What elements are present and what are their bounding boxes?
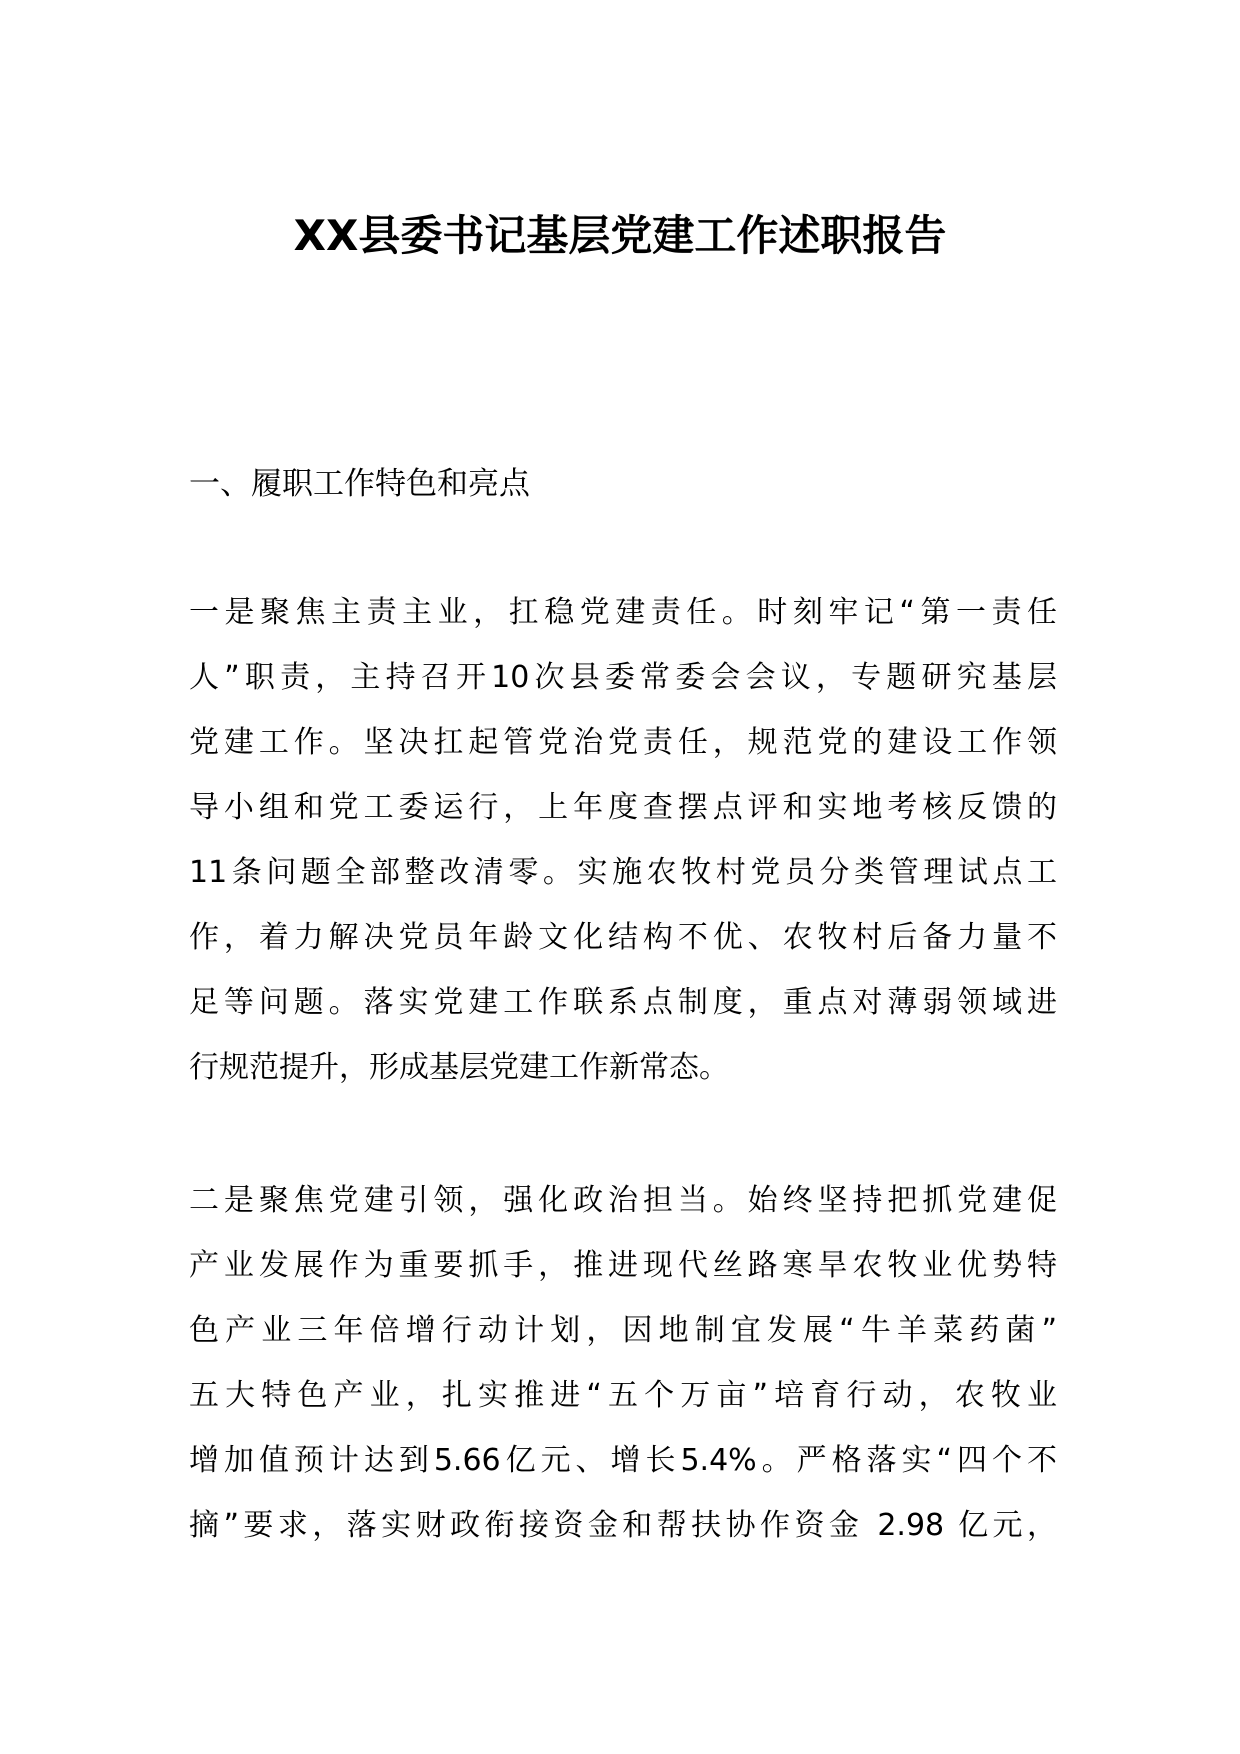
section-heading: 一、履职工作特色和亮点 [189,466,530,502]
text-line: 11条问题全部整改清零。实施农牧村党员分类管理试点工 [189,855,1057,890]
text-line: 色产业三年倍增行动计划，因地制宜发展“牛羊菜药菌” [189,1313,1057,1348]
text-line: 增加值预计达到5.66亿元、增长5.4%。严格落实“四个不 [189,1443,1057,1478]
text-line: 作，着力解决党员年龄文化结构不优、农牧村后备力量不 [189,920,1057,955]
document-title: XX县委书记基层党建工作述职报告 [293,211,947,260]
text-line: 二是聚焦党建引领，强化政治担当。始终坚持把抓党建促 [189,1183,1057,1218]
paragraph-1 [189,580,1057,1100]
text-line: 党建工作。坚决扛起管党治党责任，规范党的建设工作领 [189,725,1057,760]
text-line: 导小组和党工委运行，上年度查摆点评和实地考核反馈的 [189,790,1057,825]
text-line: 五大特色产业，扎实推进“五个万亩”培育行动，农牧业 [189,1378,1057,1413]
text-line: 产业发展作为重要抓手，推进现代丝路寒旱农牧业优势特 [189,1248,1057,1283]
text-line: 行规范提升，形成基层党建工作新常态。 [189,1050,729,1085]
text-line: 足等问题。落实党建工作联系点制度，重点对薄弱领域进 [189,985,1057,1020]
text-line: 人”职责，主持召开10次县委常委会会议，专题研究基层 [189,660,1057,695]
text-line: 摘”要求，落实财政衔接资金和帮扶协作资金 2.98 亿元， [189,1508,1057,1543]
paragraph-2 [189,1168,1057,1558]
text-line: 一是聚焦主责主业，扛稳党建责任。时刻牢记“第一责任 [189,595,1057,630]
